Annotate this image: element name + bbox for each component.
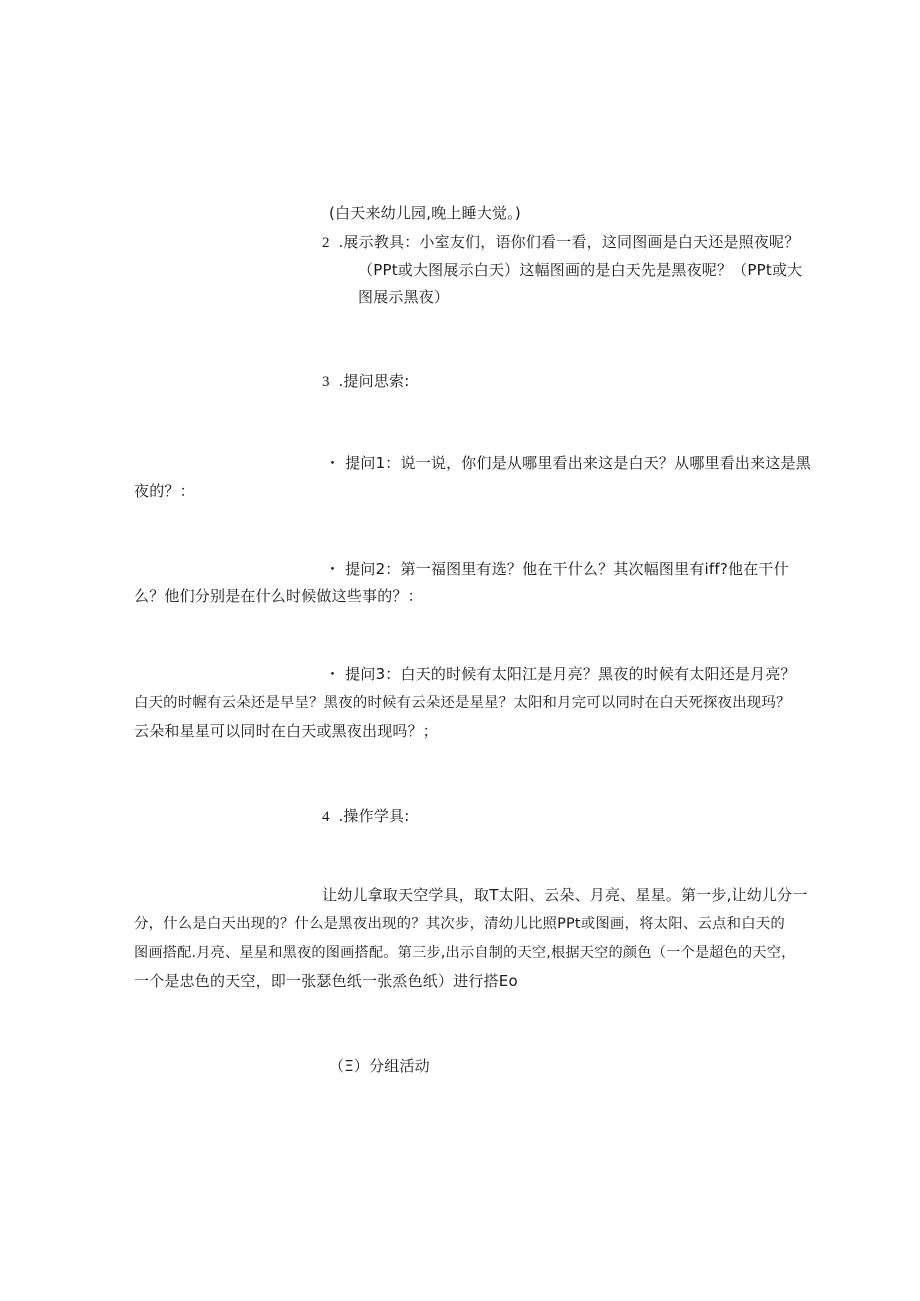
section-2-line-2: （PPt或大图展示白天）这幅图画的是白天先是黑夜呢？（PPt或大 [358, 261, 803, 279]
section-4-number: 4 [322, 809, 334, 825]
question-2-line-2: 么？他们分别是在什么时候做这些事的？： [134, 587, 423, 605]
operation-line-3: 图画搭配.月亮、星星和黑夜的图画搭配。第三步,出示自制的天空,根据天空的颜色（一个是超色的天空， [134, 945, 796, 961]
section-3-title: .提问思索: [338, 372, 410, 390]
group-activity-heading: （Ξ）分组活动 [329, 1057, 430, 1075]
question-3-line-1: ・ 提问3：白天的时候有太阳江是月亮？黑夜的时候有太阳还是月亮？ [325, 665, 796, 683]
operation-line-4: 一个是忠色的天空，即一张瑟色纸一张烝色纸）进行搭Eo [134, 972, 518, 990]
section-2-line-3: 图展示黑夜） [358, 288, 450, 306]
section-4-heading [322, 806, 410, 826]
section-3-heading [322, 371, 410, 391]
section-2-line-1: .展示教具：小室友们，语你们看一看，这同图画是白天还是照夜呢？ [338, 233, 800, 251]
operation-line-1: 让幼儿拿取天空学具，取T太阳、云朵、月亮、星星。第一步,让幼儿分一 [322, 886, 808, 904]
question-3-line-3: 云朵和星星可以同时在白天或黑夜出现吗？； [134, 722, 439, 740]
section-4-title: .操作学具: [338, 807, 410, 825]
section-2-heading [322, 232, 799, 252]
operation-line-2: 分，什么是白天出现的？什么是黑夜出现的？其次步，清幼儿比照PPt或图画，将太阳、云点和白天的 [134, 916, 785, 932]
intro-line: (白天来幼儿园,晚上睡大觉。) [329, 204, 521, 222]
section-2-number: 2 [322, 235, 334, 251]
question-1-line-2: 夜的？： [134, 482, 195, 500]
question-3-line-2: 白天的时幄有云朵还是早呈？黑夜的时候有云朵还是星星？太阳和月完可以同时在白天死探夜出现玛？ [134, 695, 791, 711]
section-3-number: 3 [322, 374, 334, 390]
question-2-line-1: ・ 提问2：第一福图里有选？他在干什么？其次幅图里有iff?他在干什 [325, 560, 789, 578]
question-1-line-1: ・ 提问1：说一说，你们是从哪里看出来这是白天？从哪里看出来这是黑 [325, 454, 811, 472]
